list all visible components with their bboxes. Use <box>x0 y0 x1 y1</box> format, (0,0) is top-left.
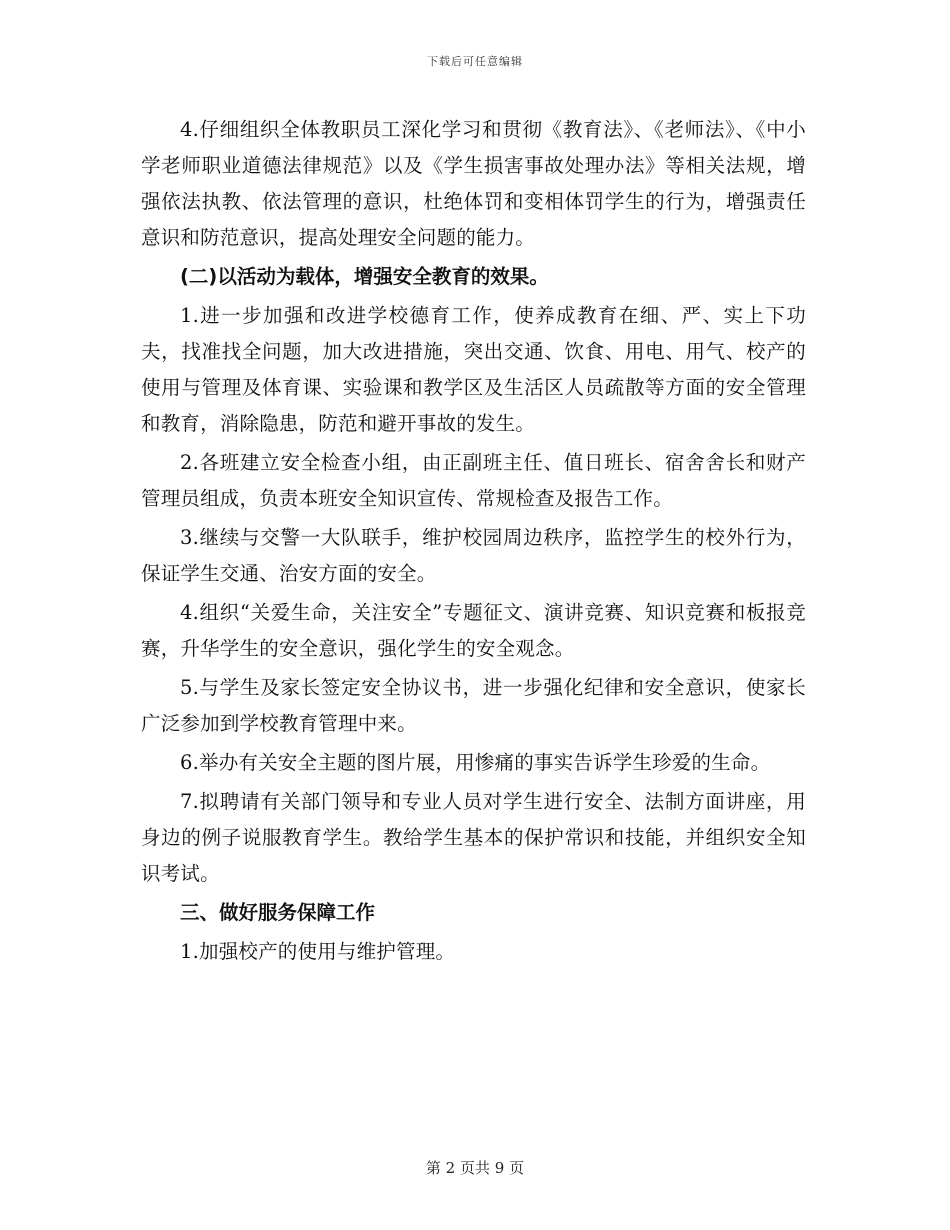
document-body <box>141 112 806 973</box>
paragraph-item-1-school-property: 1.加强校产的使用与维护管理。 <box>180 940 456 963</box>
paragraph-item-4-laws: 4.仔细组织全体教职员工深化学习和贯彻《教育法》、《老师法》、《中小学老师职业道德法律规范》以及《学生损害事故处理办法》等相关法规，增强依法执教、依法管理的意识，杜绝体罚和变相体罚学生的行为，增强责任意识和防范意识，提高处理安全问题的能力。 <box>141 118 806 249</box>
section-heading-activities: (二)以活动为载体，增强安全教育的效果。 <box>180 265 549 288</box>
paragraph-item-2-safety-group: 2.各班建立安全检查小组，由正副班主任、值日班长、宿舍舍长和财产管理员组成，负责本班安全知识宣传、常规检查及报告工作。 <box>141 451 806 510</box>
paragraph-item-6-exhibition: 6.举办有关安全主题的图片展，用惨痛的事实告诉学生珍爱的生命。 <box>180 751 771 774</box>
page-number: 第 2 页共 9 页 <box>425 1159 525 1177</box>
paragraph-item-4-contests: 4.组织“关爱生命，关注安全”专题征文、演讲竞赛、知识竞赛和板报竞赛，升华学生的安全意识，强化学生的安全观念。 <box>141 601 806 660</box>
paragraph-item-3-traffic-police: 3.继续与交警一大队联手，维护校园周边秩序，监控学生的校外行为，保证学生交通、治安方面的安全。 <box>141 526 806 585</box>
paragraph-item-1-moral-education: 1.进一步加强和改进学校德育工作，使养成教育在细、严、实上下功夫，找准找全问题，加大改进措施，突出交通、饮食、用电、用气、校产的使用与管理及体育课、实验课和教学区及生活区人员疏散等方面的安全管理和教育，消除隐患，防范和避开事故的发生。 <box>141 304 806 435</box>
paragraph-item-5-agreement: 5.与学生及家长签定安全协议书，进一步强化纪律和安全意识，使家长广泛参加到学校教育管理中来。 <box>141 676 806 735</box>
section-heading-service: 三、做好服务保障工作 <box>180 901 376 924</box>
page-header-note: 下载后可任意编辑 <box>427 55 523 68</box>
paragraph-item-7-lectures: 7.拟聘请有关部门领导和专业人员对学生进行安全、法制方面讲座，用身边的例子说服教育学生。教给学生基本的保护常识和技能，并组织安全知识考试。 <box>141 790 806 885</box>
